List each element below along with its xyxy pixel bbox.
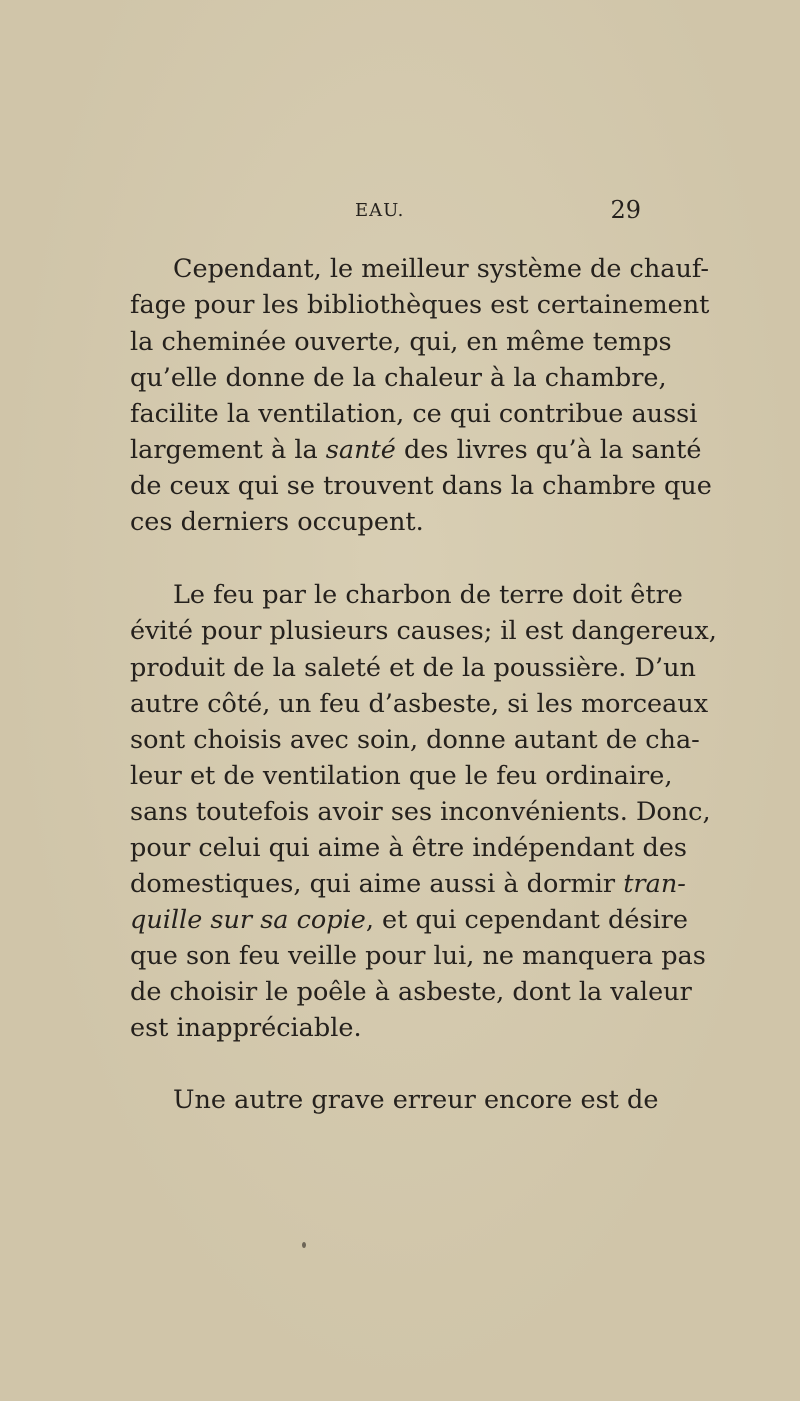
text-line-with-italic: largement à la santé des livres qu’à la santé xyxy=(130,435,702,465)
page-number: 29 xyxy=(610,196,641,224)
text-line: autre côté, un feu d’asbeste, si les morceaux xyxy=(130,689,709,719)
text-line: évité pour plusieurs causes; il est dangereux, xyxy=(130,616,717,646)
italic-phrase: quille sur sa copie xyxy=(130,905,366,935)
ink-speck xyxy=(302,1242,306,1248)
text-line: sans toutefois avoir ses inconvénients. Donc, xyxy=(130,797,711,827)
text-line: sont choisis avec soin, donne autant de cha- xyxy=(130,725,700,755)
text-line: ces derniers occupent. xyxy=(130,507,424,537)
text-line: Le feu par le charbon de terre doit être xyxy=(173,580,683,610)
text-line: qu’elle donne de la chaleur à la chambre, xyxy=(130,363,667,393)
text-line: facilite la ventilation, ce qui contribue aussi xyxy=(130,399,698,429)
running-head xyxy=(130,196,645,226)
text-line: de ceux qui se trouvent dans la chambre que xyxy=(130,471,712,501)
text-line: leur et de ventilation que le feu ordinaire, xyxy=(130,761,673,791)
running-title: EAU. xyxy=(355,200,405,221)
italic-word: tran- xyxy=(623,869,686,899)
text-line: la cheminée ouverte, qui, en même temps xyxy=(130,327,672,357)
text-line-with-italic: quille sur sa copie, et qui cependant désire xyxy=(130,905,688,935)
text-line: que son feu veille pour lui, ne manquera pas xyxy=(130,941,706,971)
text-line: Cependant, le meilleur système de chauf- xyxy=(173,254,710,284)
text-line-with-italic: domestiques, qui aime aussi à dormir tran- xyxy=(130,869,686,899)
text-line: fage pour les bibliothèques est certainement xyxy=(130,290,710,320)
text-line: est inappréciable. xyxy=(130,1013,362,1043)
text-line: produit de la saleté et de la poussière. D’un xyxy=(130,653,696,683)
italic-word: santé xyxy=(325,435,396,465)
text-line: pour celui qui aime à être indépendant des xyxy=(130,833,688,863)
text-line: de choisir le poêle à asbeste, dont la valeur xyxy=(130,977,692,1007)
text-line: Une autre grave erreur encore est de xyxy=(173,1085,659,1115)
